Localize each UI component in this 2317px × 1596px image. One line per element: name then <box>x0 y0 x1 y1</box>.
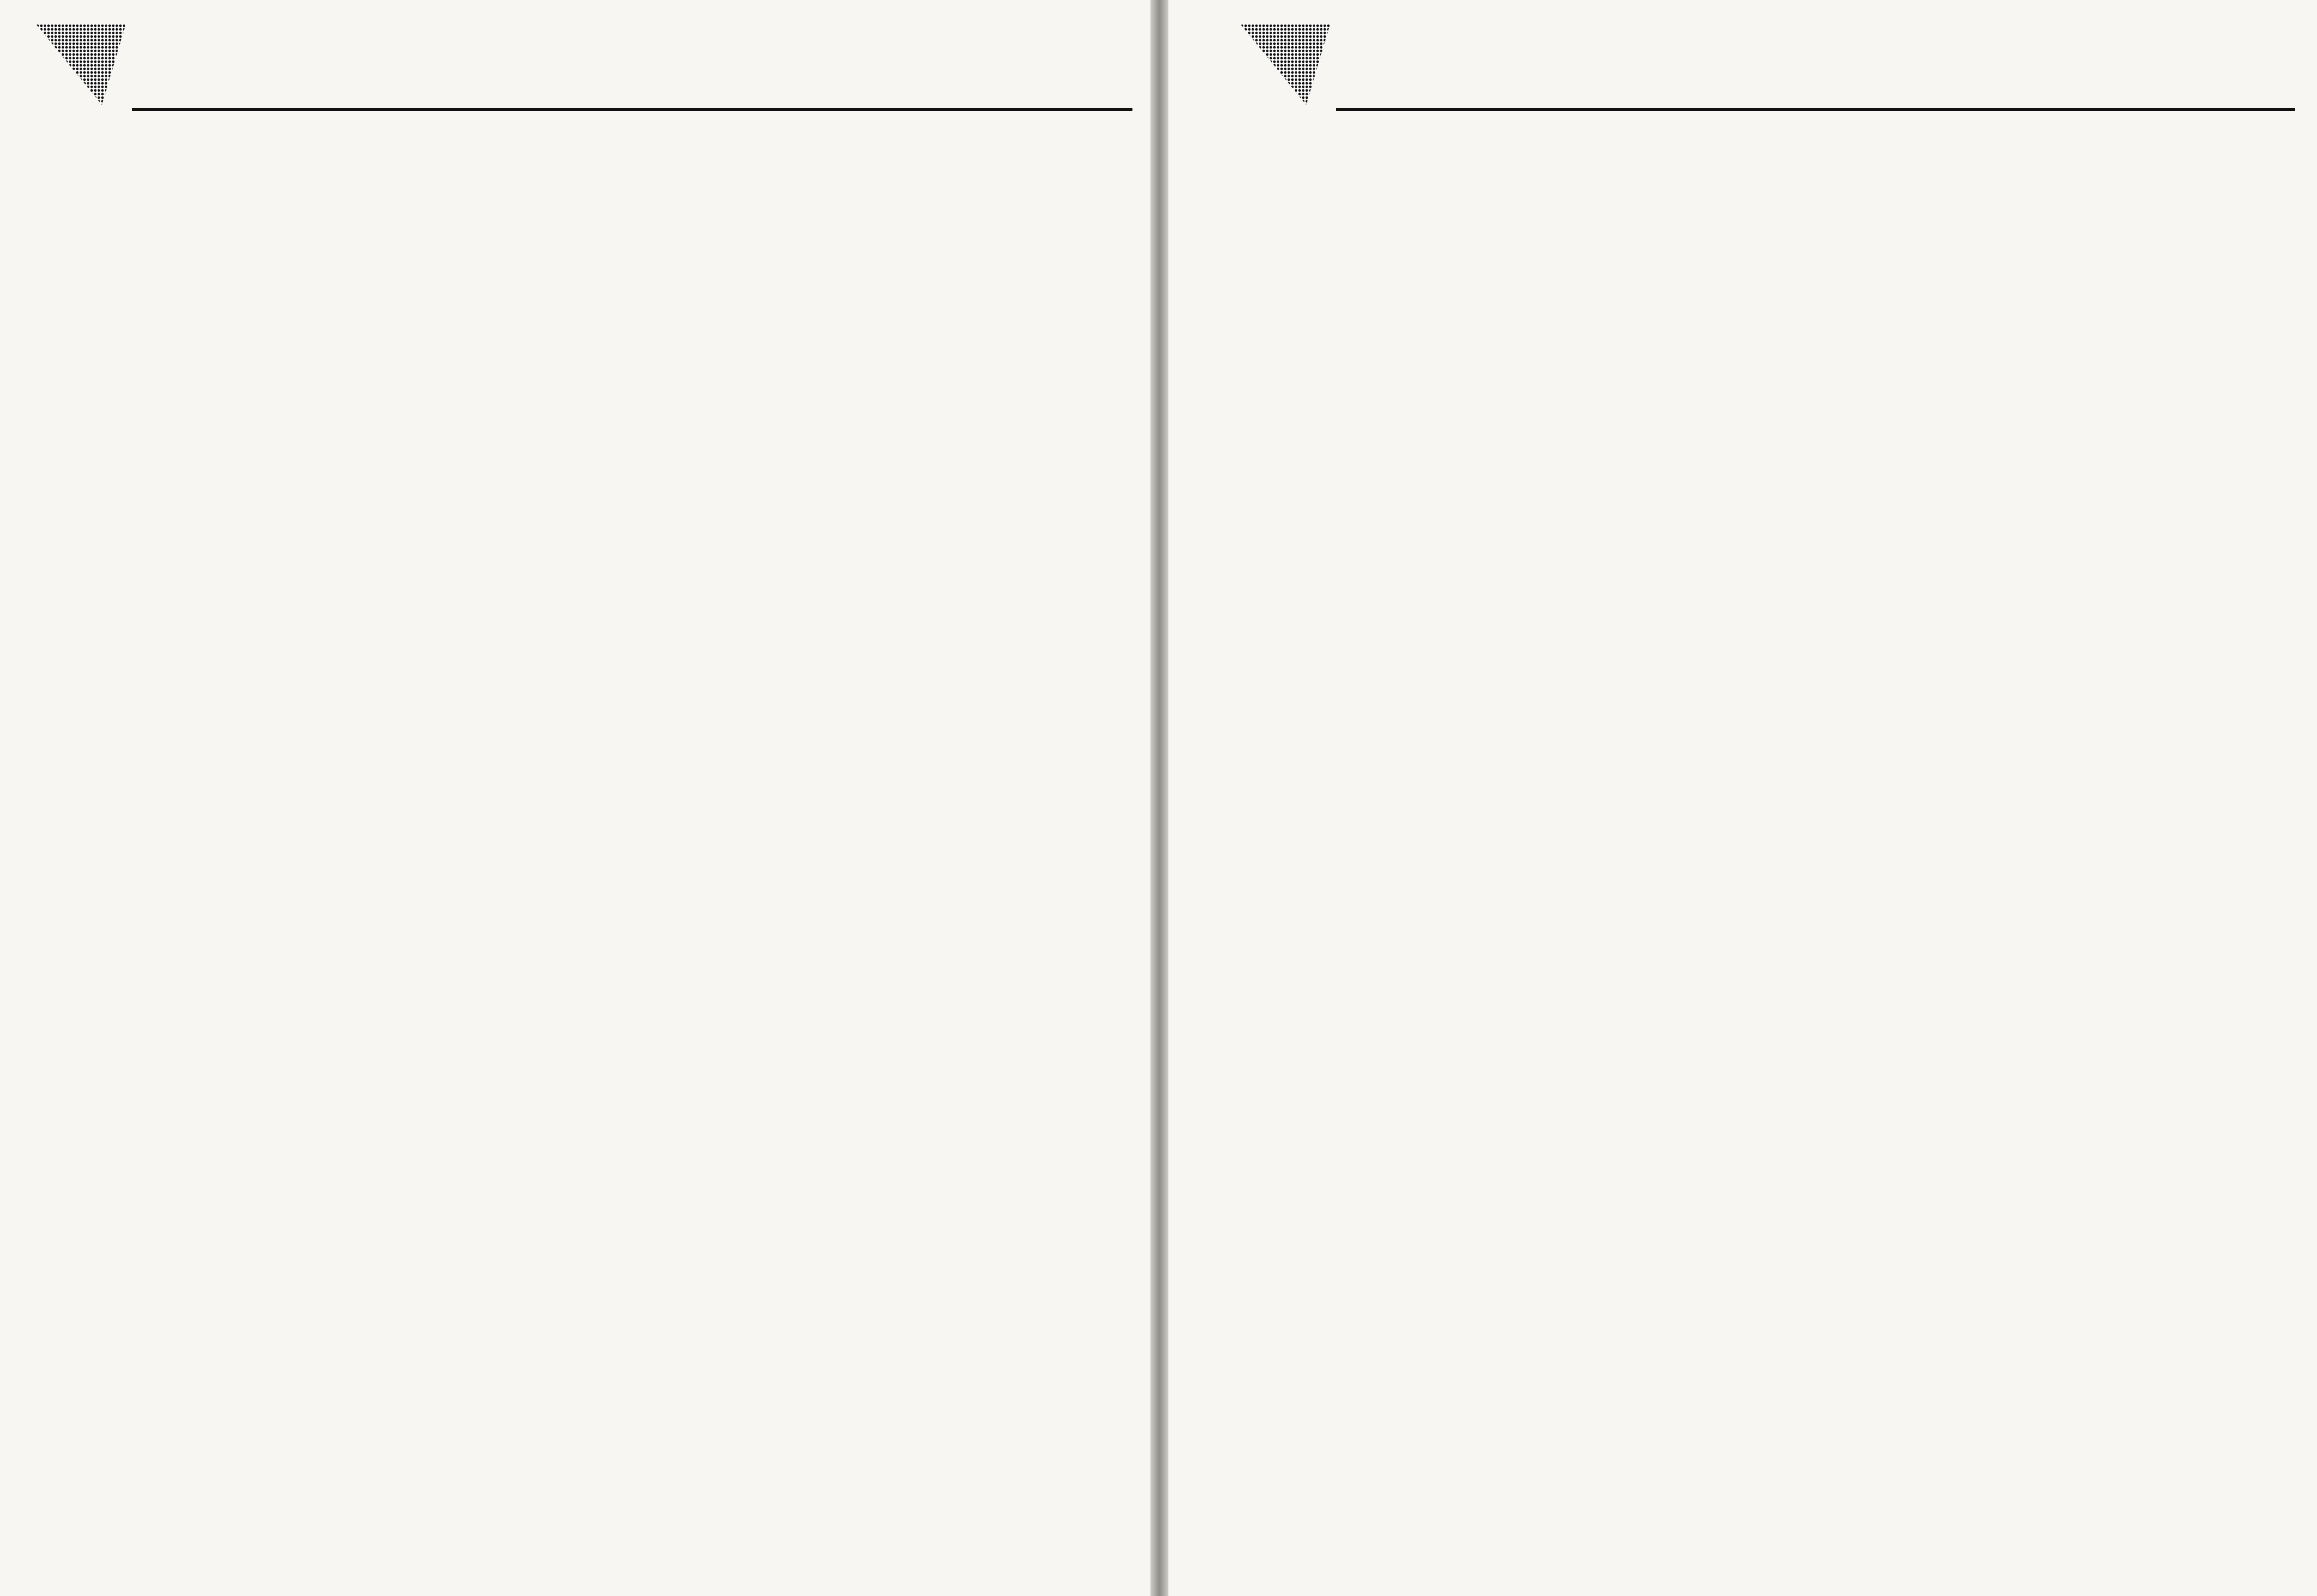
header-triangle-icon <box>1240 24 1330 105</box>
section-header <box>1240 24 2301 108</box>
header-triangle-icon <box>36 24 126 105</box>
column-3 <box>605 117 863 136</box>
left-page <box>0 0 1150 1596</box>
column-1 <box>30 117 288 153</box>
right-page <box>1168 0 2317 1596</box>
section-header <box>36 24 1132 108</box>
column-4 <box>875 108 1132 127</box>
spine-gutter <box>1150 0 1168 1596</box>
header-rule <box>1336 108 2295 111</box>
column-2 <box>324 117 581 136</box>
